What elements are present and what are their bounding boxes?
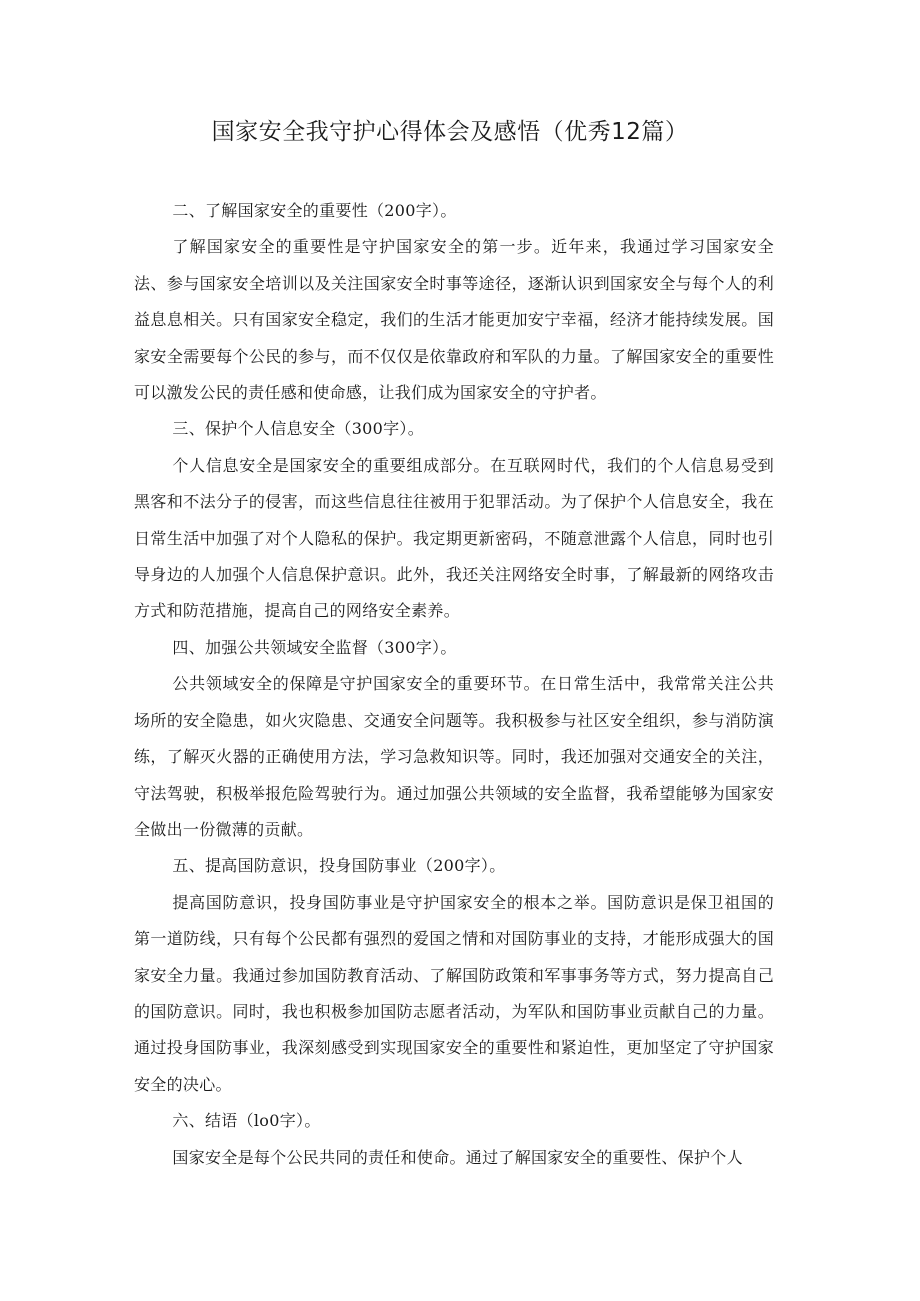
document-title: 国家安全我守护心得体会及感悟（优秀12篇） [211, 119, 689, 145]
body-paragraph: 国家安全是每个公民共同的责任和使命。通过了解国家安全的重要性、保护个人 [172, 1147, 743, 1167]
body-paragraph: 个人信息安全是国家安全的重要组成部分。在互联网时代，我们的个人信息易受到黑客和不法分子的侵害，而这些信息往往被用于犯罪活动。为了保护个人信息安全，我在日常生活中加强了对个人隐私的保护。我定期更新密码，不随意泄露个人信息，同时也引导身边的人加强个人信息保护意识。此外，我还关注网络安全时事，了解最新的网络攻击方式和防范措施，提高自己的网络安全素养。 [134, 455, 774, 621]
section-heading: 四、加强公共领域安全监督（300字）。 [172, 637, 457, 657]
section-heading: 六、结语（lo0字）。 [172, 1111, 321, 1131]
body-paragraph: 提高国防意识，投身国防事业是守护国家安全的根本之举。国防意识是保卫祖国的第一道防线，只有每个公民都有强烈的爱国之情和对国防事业的支持，才能形成强大的国家安全力量。我通过参加国防教育活动、了解国防政策和军事事务等方式，努力提高自己的国防意识。同时，我也积极参加国防志愿者活动，为军队和国防事业贡献自己的力量。通过投身国防事业，我深刻感受到实现国家安全的重要性和紧迫性，更加坚定了守护国家安全的决心。 [134, 892, 774, 1094]
body-paragraph: 了解国家安全的重要性是守护国家安全的第一步。近年来，我通过学习国家安全法、参与国家安全培训以及关注国家安全时事等途径，逐渐认识到国家安全与每个人的利益息息相关。只有国家安全稳定，我们的生活才能更加安宁幸福，经济才能持续发展。国家安全需要每个公民的参与，而不仅仅是依靠政府和军队的力量。了解国家安全的重要性可以激发公民的责任感和使命感，让我们成为国家安全的守护者。 [134, 237, 774, 403]
body-paragraph: 公共领域安全的保障是守护国家安全的重要环节。在日常生活中，我常常关注公共场所的安全隐患，如火灾隐患、交通安全问题等。我积极参与社区安全组织，参与消防演练，了解灭火器的正确使用方法，学习急救知识等。同时，我还加强对交通安全的关注，守法驾驶，积极举报危险驾驶行为。通过加强公共领域的安全监督，我希望能够为国家安全做出一份微薄的贡献。 [134, 674, 774, 839]
section-heading: 五、提高国防意识，投身国防事业（200字）。 [172, 856, 506, 876]
section-heading: 二、了解国家安全的重要性（200字）。 [172, 201, 457, 220]
document-body [134, 193, 774, 1176]
section-heading: 三、保护个人信息安全（300字）。 [172, 419, 425, 439]
